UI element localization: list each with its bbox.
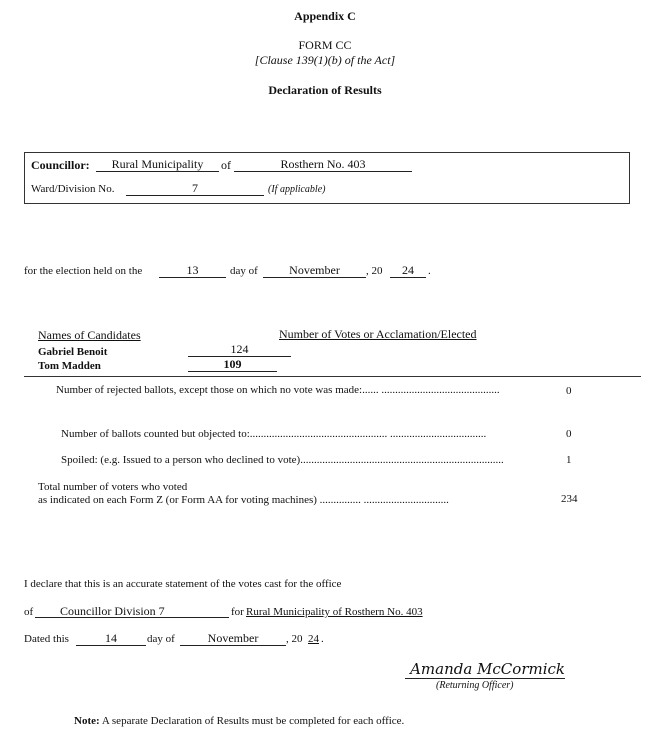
total-label-line1: Total number of voters who voted [38,481,188,493]
candidate-name: Gabriel Benoit [38,346,108,358]
dated-month-field[interactable]: November [180,631,286,646]
declaration-for-label: for [231,606,244,618]
dated-day-field[interactable]: 14 [76,631,146,646]
ward-field[interactable]: 7 [126,181,264,196]
section-divider [24,376,641,377]
election-year-prefix: , 20 [366,265,383,277]
of-label: of [221,158,231,172]
office-field[interactable]: Councillor Division 7 [35,604,229,618]
declaration-of-label: of [24,606,34,618]
election-label: for the election held on the [24,265,143,277]
candidate-name: Tom Madden [38,360,101,372]
municipality-field[interactable]: Rosthern No. 403 [234,157,412,172]
candidates-header: Names of Candidates [38,328,141,342]
election-day-of: day of [230,265,258,277]
dated-year-field[interactable]: 24 [308,633,319,645]
ward-label: Ward/Division No. [31,183,115,195]
objected-label: Number of ballots counted but objected to:.................................................. ................................... [61,428,487,440]
councillor-label: Councillor: [31,158,90,172]
dated-year-prefix: , 20 [286,633,303,645]
rejected-value: 0 [566,385,572,397]
ward-note: (If applicable) [268,184,326,195]
document-title: Declaration of Results [268,83,382,97]
rejected-label: Number of rejected ballots, except those on which no vote was made:...... ........................................... [56,384,500,396]
dated-label: Dated this [24,633,69,645]
note-text: A separate Declaration of Results must be completed for each office. [101,715,405,727]
total-label-line2: as indicated on each Form Z (or Form AA for voting machines) ............... ............................... [38,494,449,506]
objected-value: 0 [566,428,572,440]
declaration-statement: I declare that this is an accurate statement of the votes cast for the office [24,578,342,590]
election-year-field[interactable]: 24 [390,263,426,278]
returning-officer-signature: Amanda McCormick [405,660,565,679]
spoiled-value: 1 [566,454,572,466]
election-month-field[interactable]: November [263,263,366,278]
election-suffix: . [428,265,431,277]
form-label: FORM CC [298,38,352,52]
note-label: Note: [74,715,100,727]
dated-day-of: day of [147,633,175,645]
clause-label: [Clause 139(1)(b) of the Act] [254,53,396,67]
spoiled-label: Spoiled: (e.g. Issued to a person who declined to vote).......................................................................... [61,454,504,466]
signature-role: (Returning Officer) [436,680,514,691]
councillor-type-field[interactable]: Rural Municipality [96,157,219,172]
election-day-field[interactable]: 13 [159,263,226,278]
candidate-votes-field[interactable]: 109 [188,357,277,372]
votes-header: Number of Votes or Acclamation/Elected [279,327,477,341]
appendix-label: Appendix C [294,9,356,23]
total-value: 234 [561,493,578,505]
footer-note [74,715,404,727]
for-field[interactable]: Rural Municipality of Rosthern No. 403 [246,606,423,618]
dated-suffix: . [321,633,324,645]
candidate-votes-field[interactable]: 124 [188,342,291,357]
